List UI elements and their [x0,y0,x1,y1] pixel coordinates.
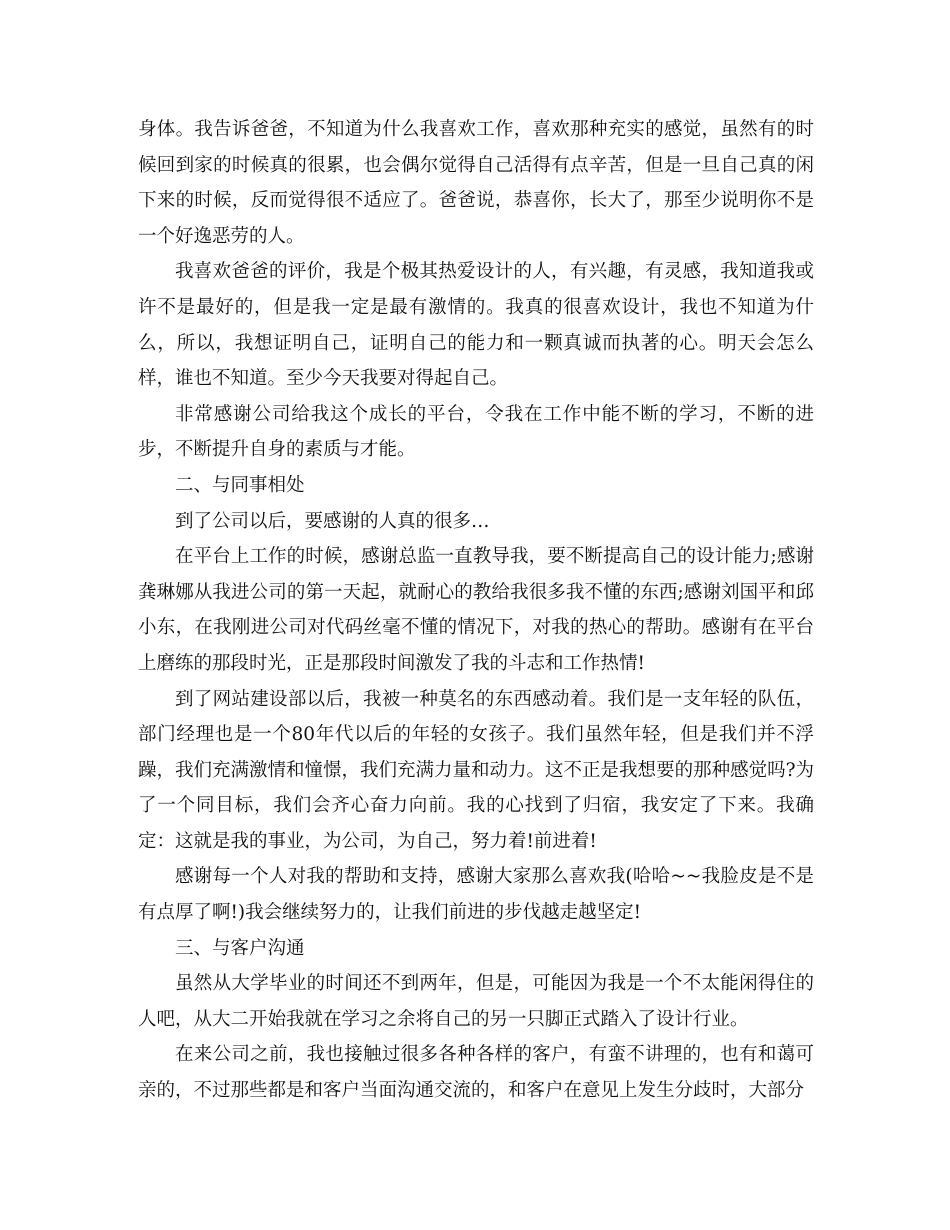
paragraph-continuation: 身体。我告诉爸爸，不知道为什么我喜欢工作，喜欢那种充实的感觉，虽然有的时候回到家的时候真的很累，也会偶尔觉得自己活得有点辛苦，但是一旦自己真的闲下来的时候，反而觉得很不适应了。爸爸说，恭喜你，长大了，那至少说明你不是一个好逸恶劳的人。 [138,119,814,247]
paragraph: 非常感谢公司给我这个成长的平台，令我在工作中能不断的学习，不断的进步，不断提升自身的素质与才能。 [138,403,814,461]
paragraph: 到了网站建设部以后，我被一种莫名的东西感动着。我们是一支年轻的队伍，部门经理也是一个80年代以后的年轻的女孩子。我们虽然年轻，但是我们并不浮躁，我们充满激情和憧憬，我们充满力量和动力。这不正是我想要的那种感觉吗?为了一个同目标，我们会齐心奋力向前。我的心找到了归宿，我安定了下来。我确定：这就是我的事业，为公司，为自己，努力着!前进着! [138,688,814,852]
paragraph: 在来公司之前，我也接触过很多各种各样的客户，有蛮不讲理的，也有和蔼可亲的，不过那些都是和客户当面沟通交流的，和客户在意见上发生分歧时，大部分 [138,1044,814,1102]
section-heading: 二、与同事相处 [175,474,305,496]
section-heading: 三、与客户沟通 [175,937,305,959]
document-body [138,112,814,1109]
paragraph: 到了公司以后，要感谢的人真的很多… [175,510,490,532]
paragraph: 感谢每一个人对我的帮助和支持，感谢大家那么喜欢我(哈哈~~我脸皮是不是有点厚了啊!)我会继续努力的，让我们前进的步伐越走越坚定! [138,866,814,924]
paragraph: 我喜欢爸爸的评价，我是个极其热爱设计的人，有兴趣，有灵感，我知道我或许不是最好的，但是我一定是最有激情的。我真的很喜欢设计，我也不知道为什么，所以，我想证明自己，证明自己的能力和一颗真诚而执著的心。明天会怎么样，谁也不知道。至少今天我要对得起自己。 [138,261,814,390]
paragraph: 在平台上工作的时候，感谢总监一直教导我，要不断提高自己的设计能力;感谢龚琳娜从我进公司的第一天起，就耐心的教给我很多我不懂的东西;感谢刘国平和邱小东，在我刚进公司对代码丝毫不懂的情况下，对我的热心的帮助。感谢有在平台上磨练的那段时光，正是那段时间激发了我的斗志和工作热情! [138,546,814,674]
paragraph: 虽然从大学毕业的时间还不到两年，但是，可能因为我是一个不太能闲得住的人吧，从大二开始我就在学习之余将自己的另一只脚正式踏入了设计行业。 [138,973,814,1030]
